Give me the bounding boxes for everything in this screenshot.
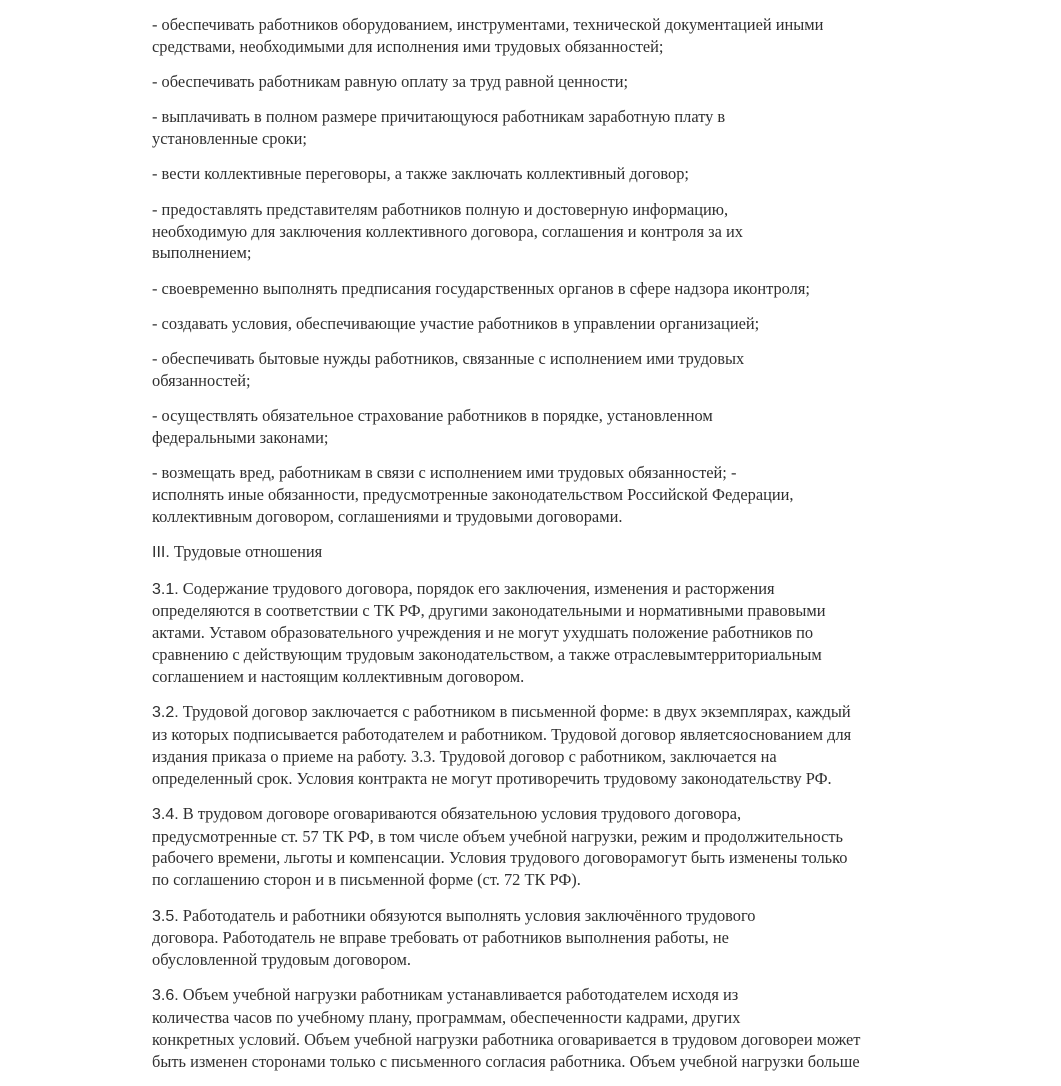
obligation-item: - возмещать вред, работникам в связи с исполнением ими трудовых обязанностей; - исполнять иные обязанности, предусмотренные законодательством Российской Федерации, коллективным договором, соглашениями и трудовыми договорами. <box>152 463 794 527</box>
clause-paragraph <box>152 803 992 891</box>
clause-paragraph <box>152 905 992 971</box>
clause-number: 3.2. <box>152 704 179 722</box>
clause-paragraph <box>152 984 992 1072</box>
clause-number: 3.1. <box>152 580 179 598</box>
section-number: III. <box>152 544 170 562</box>
section-title: Трудовые отношения <box>169 542 323 562</box>
obligation-item: - своевременно выполнять предписания государственных органов в сфере надзора иконтроля; <box>152 278 810 298</box>
obligation-item: - предоставлять представителям работников полную и достоверную информацию, необходимую для заключения коллективного договора, соглашения и контроля за их выполнением; <box>152 199 743 263</box>
clause-text: Работодатель и работники обязуются выполнять условия заключённого трудового договора. Работодатель не вправе требовать от работников выполнения работы, не обусловленной трудовым договором. <box>152 905 756 970</box>
document-page <box>152 14 992 1086</box>
obligation-item: - вести коллективные переговоры, а также заключать коллективный договор; <box>152 164 689 184</box>
clause-paragraph <box>152 701 992 789</box>
clause-text: Содержание трудового договора, порядок его заключения, изменения и расторжения определяются в соответствии с ТК РФ, другими законодательными и нормативными правовыми актами. Уставом образовательного учреждения и не могут ухудшать положение работников по сравнению с действующим трудовым законодательством, а также отраслевымтерриториальным соглашением и настоящим коллективным договором. <box>152 578 826 686</box>
obligation-item: - обеспечивать работников оборудованием, инструментами, технической документацией иными средствами, необходимыми для исполнения ими трудовых обязанностей; <box>152 15 824 56</box>
clause-paragraph <box>152 578 992 688</box>
section-heading <box>152 541 992 564</box>
obligation-item: - осуществлять обязательное страхование работников в порядке, установленном федеральными законами; <box>152 406 713 448</box>
obligation-item: - обеспечивать бытовые нужды работников, связанные с исполнением ими трудовых обязанностей; <box>152 349 745 391</box>
clause-text: В трудовом договоре оговариваются обязательною условия трудового договора, предусмотренные ст. 57 ТК РФ, в том числе объем учебной нагрузки, режим и продолжительность рабочего времени, льготы и компенсации. Условия трудового договорамогут быть изменены только по соглашению сторон и в письменной форме (ст. 72 ТК РФ). <box>152 803 848 890</box>
clause-number: 3.4. <box>152 805 179 823</box>
obligation-item: - выплачивать в полном размере причитающуюся работникам заработную плату в установленные сроки; <box>152 107 726 149</box>
clause-text: Трудовой договор заключается с работником в письменной форме: в двух экземплярах, каждый из которых подписывается работодателем и работником. Трудовой договор являетсяоснованием для издания приказа о приеме на работу. 3.3. Трудовой договор с работником, заключается на определенный срок. Условия контракта не могут противоречить трудовому законодательству РФ. <box>152 702 852 788</box>
clause-number: 3.6. <box>152 987 179 1005</box>
clause-number: 3.5. <box>152 907 179 925</box>
clause-text: Объем учебной нагрузки работникам устанавливается работодателем исходя из количества часов по учебному плану, программам, обеспеченности кадрами, других конкретных условий. Объем учебной нагрузки работника оговаривается в трудовом договореи может быть изменен сторонами только с письменного согласия работника. Объем учебной нагрузки больше <box>152 985 861 1071</box>
obligation-item: - создавать условия, обеспечивающие участие работников в управлении организацией; <box>152 313 760 333</box>
obligation-item: - обеспечивать работникам равную оплату за труд равной ценности; <box>152 72 629 92</box>
